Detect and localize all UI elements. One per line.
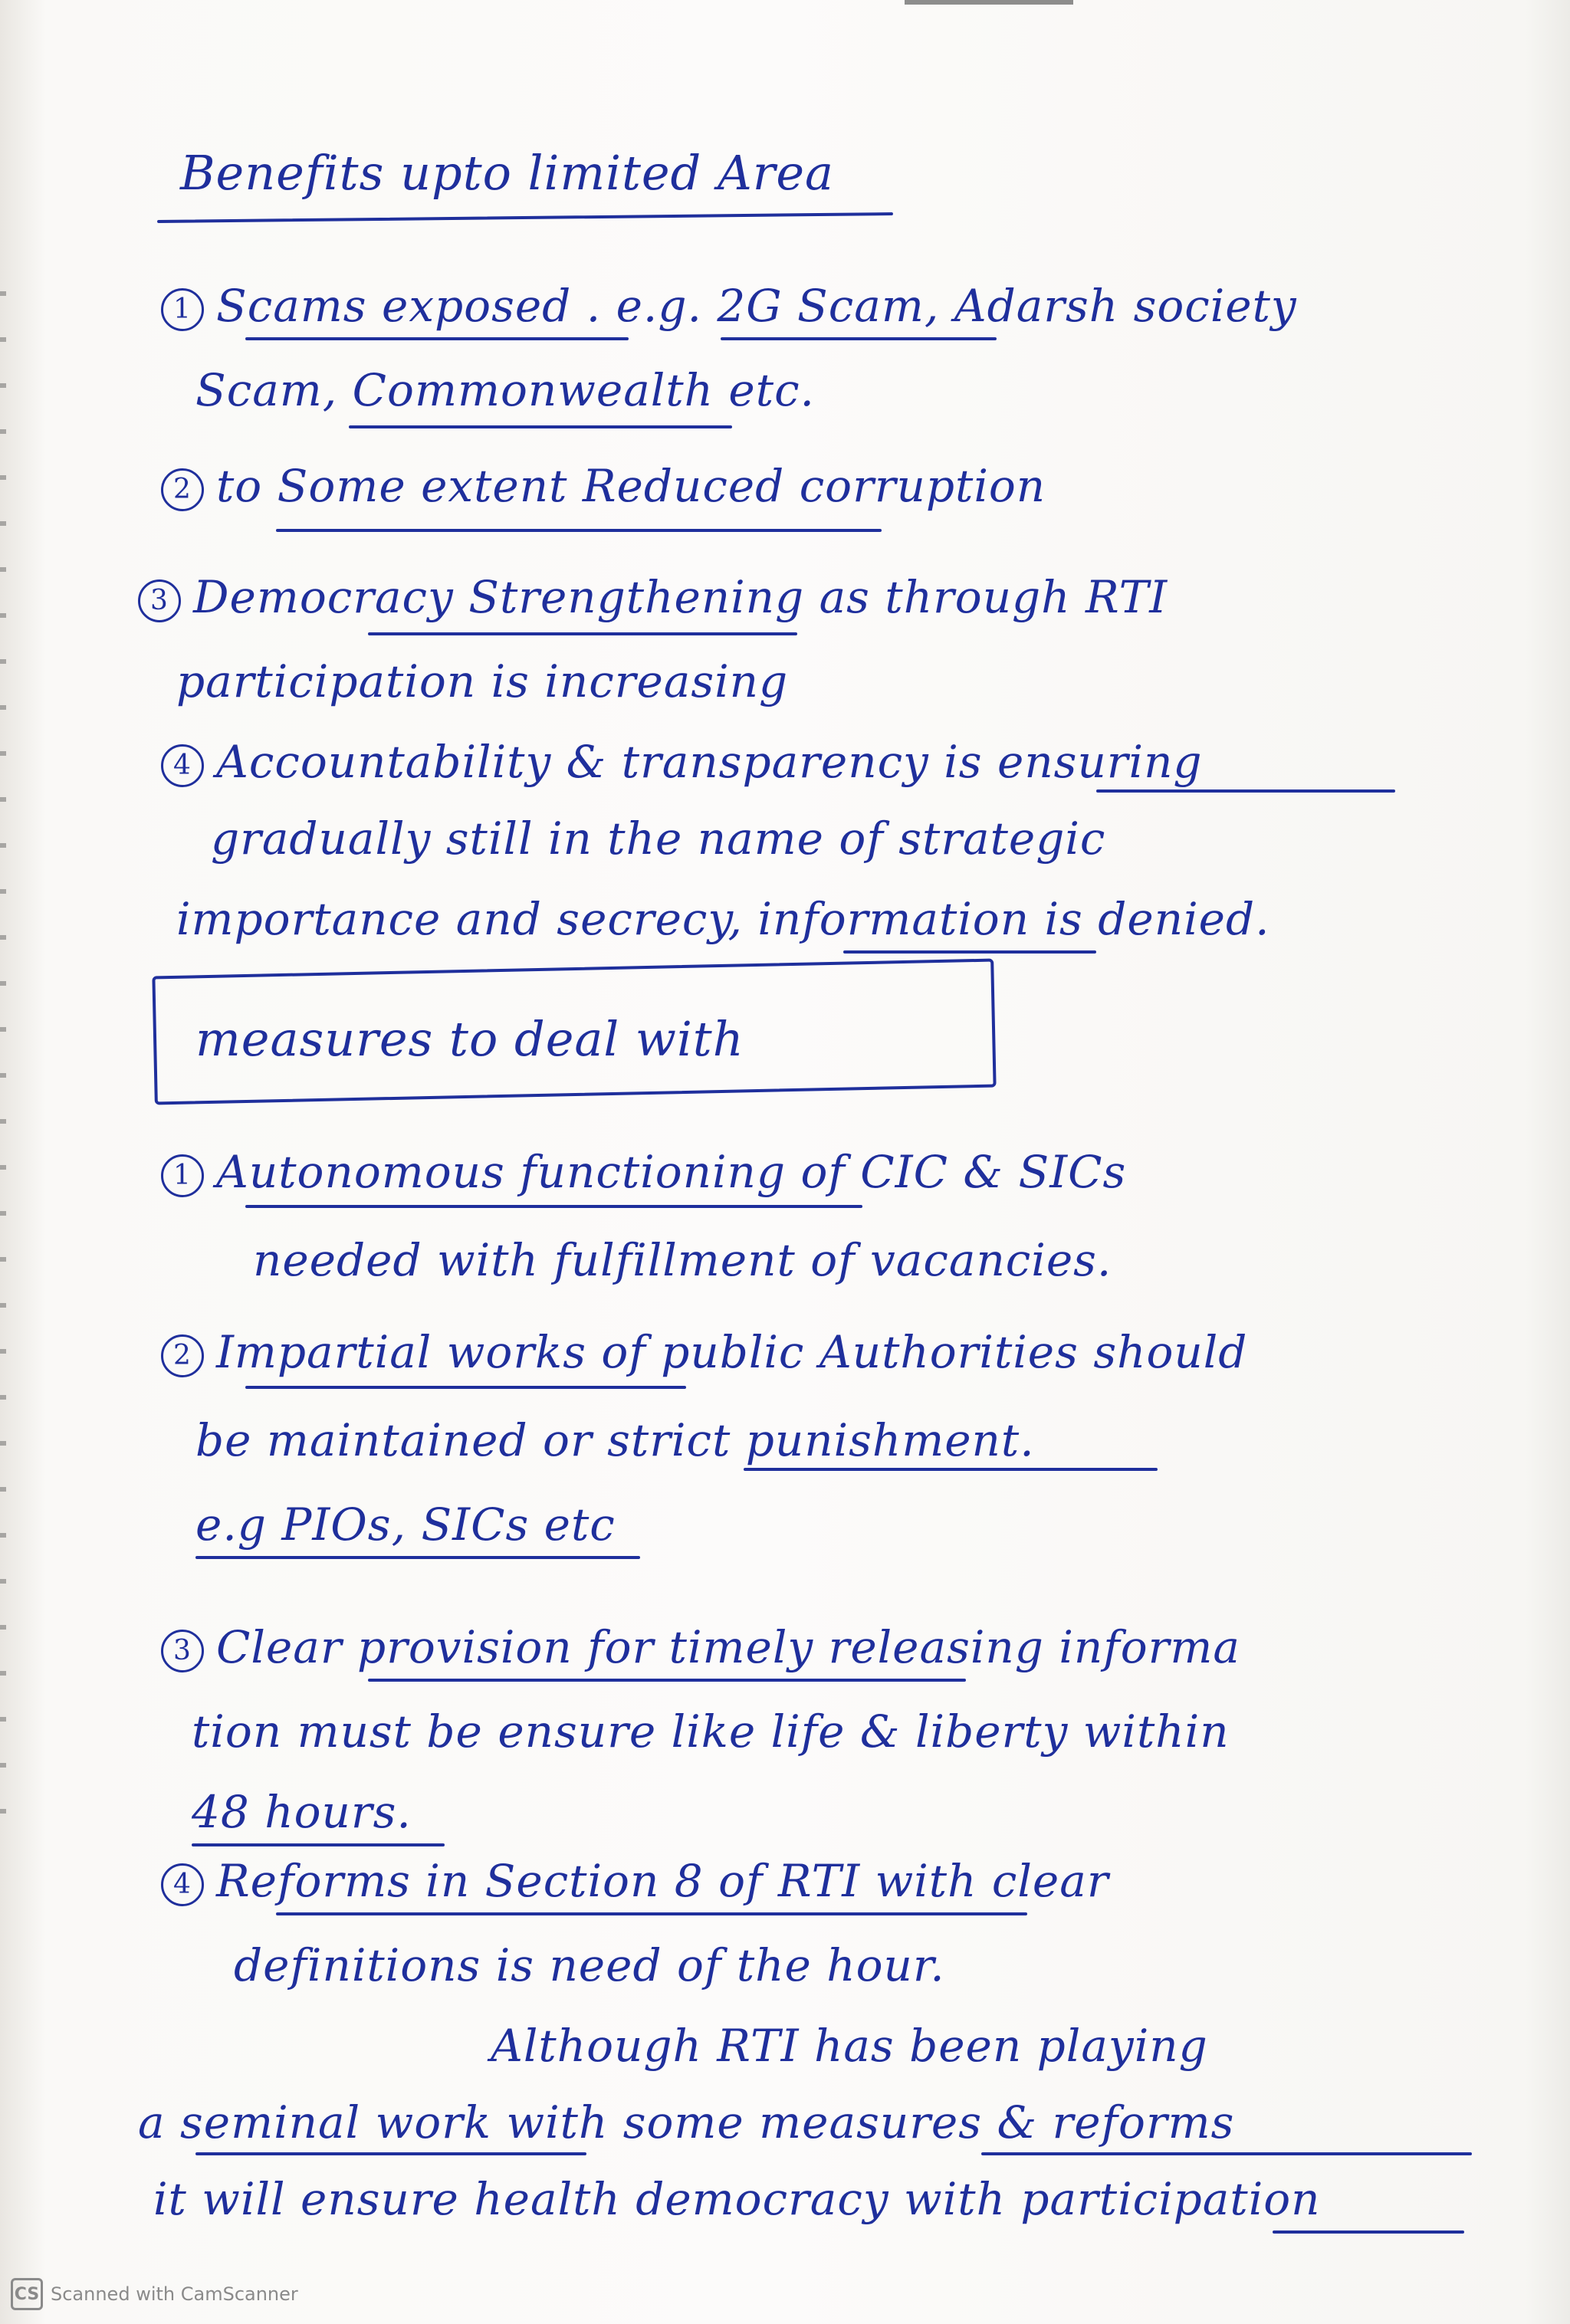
underline-measures-reforms xyxy=(981,2152,1472,2155)
conclusion-line-1: Although RTI has been playing xyxy=(491,2020,1208,2072)
underline-reforms-section-8 xyxy=(276,1912,1027,1915)
measure-4-number: 4 xyxy=(161,1863,204,1906)
measure-1-number: 1 xyxy=(161,1154,204,1197)
measure-4-line-1: 4 Reforms in Section 8 of RTI with clear xyxy=(161,1859,1109,1906)
camscanner-text: Scanned with CamScanner xyxy=(51,2283,298,2305)
measure-2-line-2: be maintained or strict punishment. xyxy=(195,1414,1035,1466)
underline-clear-provision xyxy=(368,1679,966,1682)
measure-2-line-1: 2 Impartial works of public Authorities should xyxy=(161,1330,1247,1377)
underline-seminal-work xyxy=(195,2152,586,2155)
underline-2g-scam xyxy=(721,337,997,340)
heading-underline xyxy=(157,212,893,223)
benefit-4-line-1: 4 Accountability & transparency is ensuring xyxy=(161,740,1203,787)
measure-1-line-2: needed with fulfillment of vacancies. xyxy=(253,1234,1112,1286)
underline-strict-punishment xyxy=(744,1468,1158,1471)
underline-autonomous-functioning xyxy=(245,1205,862,1208)
measure-3-number: 3 xyxy=(161,1630,204,1672)
page-edge-marks xyxy=(0,291,6,1824)
underline-scams-exposed xyxy=(245,337,629,340)
underline-impartial-works xyxy=(245,1386,686,1389)
measure-3-line-3: 48 hours. xyxy=(192,1786,412,1838)
measure-2-number: 2 xyxy=(161,1334,204,1377)
measure-1-line-1: 1 Autonomous functioning of CIC & SICs xyxy=(161,1150,1126,1197)
conclusion-line-3: it will ensure health democracy with participation xyxy=(153,2173,1321,2225)
measure-3-line-2: tion must be ensure like life & liberty within xyxy=(192,1705,1230,1758)
benefit-4-line-3: importance and secrecy, information is denied. xyxy=(176,893,1270,945)
camscanner-watermark xyxy=(11,2276,298,2312)
heading: Benefits upto limited Area xyxy=(180,145,835,201)
measures-heading: measures to deal with xyxy=(195,1011,744,1067)
benefit-1-line-2: Scam, Commonwealth etc. xyxy=(195,364,815,416)
benefit-1-number: 1 xyxy=(161,288,204,331)
underline-pios-sics xyxy=(195,1556,640,1559)
underline-reduced-corruption xyxy=(276,529,882,532)
underline-commonwealth xyxy=(349,425,732,428)
benefit-3-line-1: 3 Democracy Strengthening as through RTI xyxy=(138,575,1168,622)
benefit-2-number: 2 xyxy=(161,468,204,511)
underline-strategic xyxy=(1096,789,1395,793)
measure-3-line-1: 3 Clear provision for timely releasing informa xyxy=(161,1625,1240,1672)
underline-48-hours xyxy=(192,1843,445,1846)
underline-information xyxy=(843,950,1096,954)
underline-participation xyxy=(1273,2230,1464,2234)
underline-democracy-strengthening xyxy=(368,632,797,635)
measure-2-line-3: e.g PIOs, SICs etc xyxy=(195,1498,616,1551)
benefit-4-number: 4 xyxy=(161,744,204,787)
benefit-2-line-1: 2 to Some extent Reduced corruption xyxy=(161,464,1046,511)
measure-4-line-2: definitions is need of the hour. xyxy=(234,1939,945,1991)
conclusion-line-2: a seminal work with some measures & reforms xyxy=(138,2096,1235,2148)
benefit-3-line-2: participation is increasing xyxy=(176,655,789,707)
benefit-3-number: 3 xyxy=(138,579,181,622)
scan-smudge xyxy=(905,0,1073,5)
benefit-4-line-2: gradually still in the name of strategic xyxy=(211,812,1106,865)
benefit-1-line-1: 1 Scams exposed . e.g. 2G Scam, Adarsh society xyxy=(161,284,1297,331)
camscanner-logo-icon: CS xyxy=(11,2278,43,2310)
